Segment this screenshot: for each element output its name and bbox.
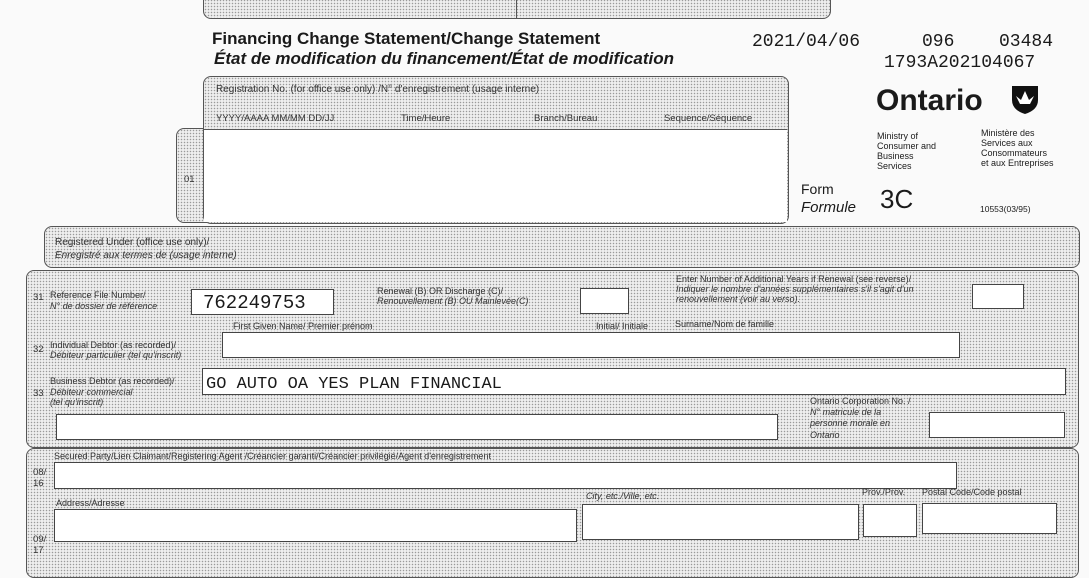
business-debtor-field[interactable] (202, 368, 1066, 395)
renewal-label-fr: Renouvellement (B) OU Mainlevée(C) (377, 296, 529, 306)
secured-party-field[interactable] (54, 462, 957, 489)
ministry-en: Ministry of Consumer and Business Services (877, 131, 937, 172)
stamp-sequence: 03484 (999, 32, 1054, 52)
postal-code-field[interactable] (922, 503, 1057, 534)
line-17: 17 (33, 545, 44, 556)
registration-time-col: Time/Heure (401, 113, 451, 124)
registration-date-col: YYYY/AAAA MM/MM DD/JJ (216, 113, 335, 124)
renewal-years-label-en: Enter Number of Additional Years if Renewal (see reverse)/ (676, 274, 912, 284)
corporation-label-fr3: Ontario (810, 430, 840, 440)
ontario-wordmark: Ontario (876, 84, 983, 117)
registered-under-box (44, 226, 1080, 268)
address-field[interactable] (54, 509, 577, 542)
individual-debtor-label-en: Individual Debtor (as recorded)/ (50, 340, 177, 350)
renewal-years-label-fr2: renouvellement (voir au verso). (676, 294, 801, 304)
stamp-code: 096 (922, 32, 955, 52)
ontario-trillium-icon (1008, 82, 1042, 116)
city-label: City, etc./Ville, etc. (586, 491, 660, 501)
stamp-registration: 1793A202104067 (884, 53, 1036, 73)
individual-debtor-label-fr: Débiteur particulier (tel qu'inscrit) (50, 350, 182, 360)
individual-debtor-field[interactable] (222, 332, 960, 358)
renewal-discharge-field[interactable] (580, 288, 629, 314)
registration-sequence-col: Sequence/Séquence (664, 113, 753, 124)
address-label: Address/Adresse (56, 498, 125, 508)
business-debtor-label-fr2: (tel qu'inscrit) (50, 397, 104, 407)
province-field[interactable] (863, 504, 917, 537)
registered-under-label-fr: Enregistré aux termes de (usage interne) (55, 250, 237, 261)
province-label: Prov./Prov. (862, 487, 906, 497)
line-32: 32 (33, 344, 44, 355)
initial-label: Initial/ Initiale (596, 321, 649, 331)
reference-label-fr: N° de dossier de référence (50, 301, 158, 311)
ontario-corporation-field[interactable] (929, 412, 1065, 438)
corporation-label-fr2: personne morale en (810, 418, 891, 428)
reference-number-field[interactable] (191, 289, 334, 315)
business-debtor-value: GO AUTO OA YES PLAN FINANCIAL (206, 375, 502, 394)
line-09: 09/ (33, 534, 47, 545)
form-code: 10553(03/95) (980, 204, 1031, 214)
stamp-date: 2021/04/06 (752, 32, 861, 52)
city-field[interactable] (582, 504, 859, 540)
registration-branch-col: Branch/Bureau (534, 113, 598, 124)
renewal-label-en: Renewal (B) OR Discharge (C)/ (377, 286, 504, 296)
registration-panel (203, 76, 789, 224)
reference-label-en: Reference File Number/ (50, 290, 146, 300)
line-01: 01 (184, 174, 195, 185)
line-08: 08/ (33, 467, 47, 478)
renewal-years-label-fr1: Indiquer le nombre d'années supplémentaires s'il s'agit d'un (676, 284, 914, 294)
line-16: 16 (33, 478, 44, 489)
account-number-box (203, 0, 831, 19)
registration-field[interactable] (204, 129, 787, 222)
business-debtor-field-line2[interactable] (56, 414, 778, 440)
form-title-en: Financing Change Statement/Change Statement (212, 29, 601, 48)
business-debtor-label-en: Business Debtor (as recorded)/ (50, 376, 175, 386)
form-label-fr: Formule (801, 199, 857, 216)
ministry-fr: Ministère des Services aux Consommateurs et aux Entreprises (981, 128, 1054, 169)
secured-party-label: Secured Party/Lien Claimant/Registering Agent /Créancier garanti/Créancier privilégié/Agent d'enregistrement (54, 451, 491, 461)
line-33: 33 (33, 388, 44, 399)
surname-label: Surname/Nom de famille (675, 319, 775, 329)
form-number: 3C (880, 184, 914, 214)
registered-under-label-en: Registered Under (office use only)/ (55, 237, 210, 248)
form-title-fr: État de modification du financement/État de modification (214, 49, 674, 68)
first-name-label: First Given Name/ Premier prénom (233, 321, 373, 331)
registration-label: Registration No. (for office use only) /N° d'enregistrement (usage interne) (216, 84, 540, 95)
corporation-label-fr1: N° matricule de la (810, 407, 882, 417)
reference-number-value: 762249753 (203, 292, 306, 314)
business-debtor-label-fr1: Débiteur commercial (50, 387, 133, 397)
renewal-years-field[interactable] (972, 284, 1024, 309)
line-31: 31 (33, 292, 44, 303)
form-label-en: Form (801, 181, 834, 197)
postal-code-label: Postal Code/Code postal (922, 487, 1022, 497)
corporation-label-en: Ontario Corporation No. / (810, 396, 911, 406)
